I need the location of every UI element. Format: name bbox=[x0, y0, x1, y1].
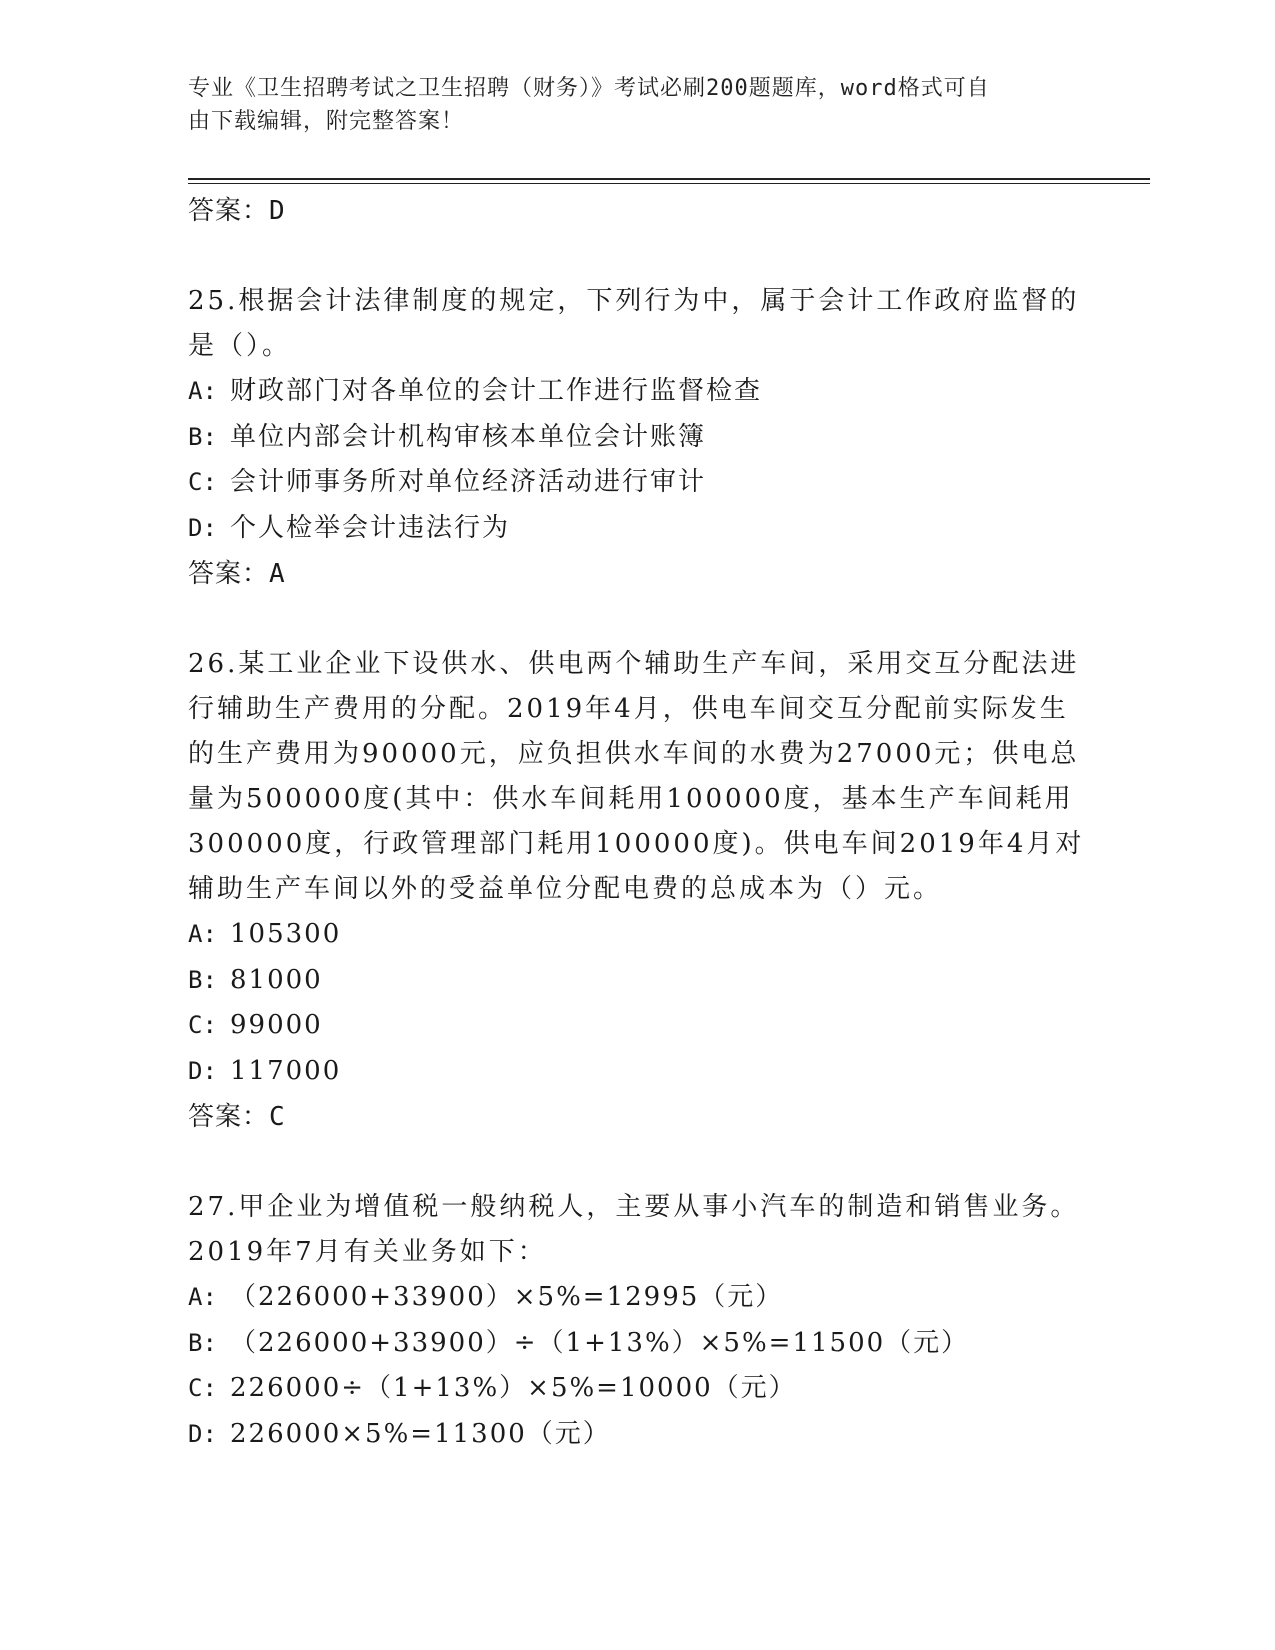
option-letter: D: bbox=[188, 1056, 217, 1085]
document-body bbox=[188, 188, 1088, 1457]
question-text: 25.根据会计法律制度的规定，下列行为中，属于会计工作政府监督的是（）。 bbox=[188, 286, 1080, 361]
option-b bbox=[188, 415, 1088, 461]
question-26 bbox=[188, 642, 1088, 1140]
option-d bbox=[188, 506, 1088, 552]
option-text: 117000 bbox=[230, 1055, 342, 1086]
answer-line: 答案：A bbox=[188, 559, 286, 589]
option-letter: A: bbox=[188, 377, 217, 405]
previous-answer: 答案：D bbox=[188, 196, 286, 226]
option-letter: A: bbox=[188, 920, 217, 948]
answer-line: 答案：C bbox=[188, 1102, 286, 1132]
option-c bbox=[188, 460, 1088, 506]
option-a bbox=[188, 1275, 1088, 1321]
option-b bbox=[188, 1321, 1088, 1367]
option-letter: B: bbox=[188, 422, 217, 451]
header-divider-thin bbox=[188, 183, 1150, 184]
option-text: 单位内部会计机构审核本单位会计账簿 bbox=[230, 421, 707, 452]
option-c bbox=[188, 1366, 1088, 1412]
header-divider-thick bbox=[188, 178, 1150, 180]
option-letter: C: bbox=[188, 1374, 217, 1402]
option-text: 226000÷（1+13%）×5%=10000（元） bbox=[230, 1373, 797, 1403]
option-letter: C: bbox=[188, 1011, 217, 1039]
question-text: 26.某工业企业下设供水、供电两个辅助生产车间，采用交互分配法进行辅助生产费用的分配。2019年4月，供电车间交互分配前实际发生的生产费用为90000元，应负担供水车间的水费为27000元；供电总量为500000度(其中：供水车间耗用100000度，基本生产车间耗用300000度，行政管理部门耗用100000度)。供电车间2019年4月对辅助生产车间以外的受益单位分配电费的总成本为（）元。 bbox=[188, 649, 1085, 904]
option-a bbox=[188, 912, 1088, 958]
option-a bbox=[188, 369, 1088, 415]
option-text: 226000×5%=11300（元） bbox=[230, 1418, 611, 1449]
option-text: 个人检举会计违法行为 bbox=[230, 512, 511, 543]
option-text: 会计师事务所对单位经济活动进行审计 bbox=[230, 467, 707, 497]
option-text: 105300 bbox=[230, 919, 342, 949]
option-text: 99000 bbox=[230, 1010, 323, 1040]
question-27 bbox=[188, 1185, 1088, 1457]
option-text: 81000 bbox=[230, 964, 323, 995]
option-letter: D: bbox=[188, 1419, 217, 1448]
option-letter: C: bbox=[188, 468, 217, 496]
question-text: 27.甲企业为增值税一般纳税人，主要从事小汽车的制造和销售业务。2019年7月有关业务如下： bbox=[188, 1192, 1080, 1267]
option-text: （226000+33900）×5%=12995（元） bbox=[230, 1282, 784, 1312]
header-line-2: 由下载编辑，附完整答案！ bbox=[188, 109, 465, 134]
option-text: （226000+33900）÷（1+13%）×5%=11500（元） bbox=[230, 1327, 970, 1358]
option-d bbox=[188, 1049, 1088, 1095]
option-text: 财政部门对各单位的会计工作进行监督检查 bbox=[230, 376, 763, 406]
page-header bbox=[188, 72, 1068, 138]
option-d bbox=[188, 1412, 1088, 1458]
option-letter: B: bbox=[188, 965, 217, 994]
header-line-1: 专业《卫生招聘考试之卫生招聘（财务）》考试必刷200题题库，word格式可自 bbox=[188, 76, 990, 101]
option-b bbox=[188, 958, 1088, 1004]
option-letter: A: bbox=[188, 1283, 217, 1311]
option-letter: D: bbox=[188, 513, 217, 542]
question-25 bbox=[188, 279, 1088, 597]
option-letter: B: bbox=[188, 1328, 217, 1357]
option-c bbox=[188, 1003, 1088, 1049]
